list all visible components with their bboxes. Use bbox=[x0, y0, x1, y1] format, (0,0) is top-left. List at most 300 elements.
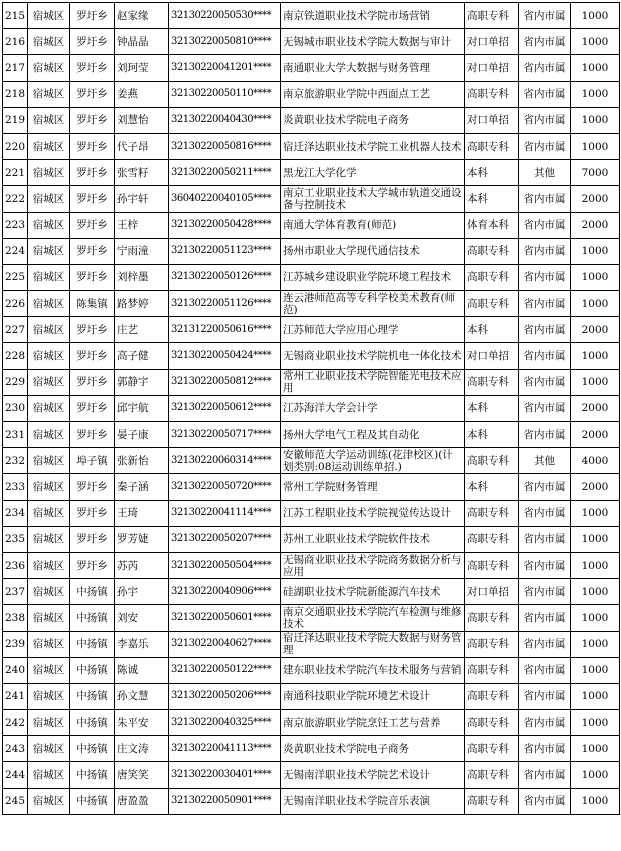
education-level-cell: 高职专科 bbox=[465, 736, 519, 762]
town-cell: 陈集镇 bbox=[70, 291, 115, 317]
town-cell: 罗圩乡 bbox=[70, 160, 115, 186]
amount-cell: 1000 bbox=[571, 500, 620, 526]
school-type-cell: 省内市属 bbox=[519, 736, 571, 762]
amount-cell: 1000 bbox=[571, 736, 620, 762]
town-cell: 罗圩乡 bbox=[70, 317, 115, 343]
education-level-cell: 对口单招 bbox=[465, 579, 519, 605]
school-type-cell: 省内市属 bbox=[519, 264, 571, 290]
school-major-cell: 常州工学院财务管理 bbox=[281, 474, 465, 500]
school-type-cell: 省内市属 bbox=[519, 657, 571, 683]
school-type-cell: 省内市属 bbox=[519, 683, 571, 709]
amount-cell: 1000 bbox=[571, 55, 620, 81]
id-number-cell: 32130220041113**** bbox=[169, 736, 281, 762]
amount-cell: 1000 bbox=[571, 264, 620, 290]
education-level-cell: 高职专科 bbox=[465, 133, 519, 159]
town-cell: 中扬镇 bbox=[70, 762, 115, 788]
district-cell: 宿城区 bbox=[28, 291, 70, 317]
school-type-cell: 省内市属 bbox=[519, 3, 571, 29]
id-number-cell: 32130220041201**** bbox=[169, 55, 281, 81]
town-cell: 中扬镇 bbox=[70, 788, 115, 814]
school-type-cell: 省内市属 bbox=[519, 369, 571, 395]
table-row bbox=[3, 160, 620, 186]
id-number-cell: 32130220050717**** bbox=[169, 422, 281, 448]
id-number-cell: 32130220050207**** bbox=[169, 526, 281, 552]
table-row bbox=[3, 55, 620, 81]
scholarship-table bbox=[2, 2, 620, 815]
table-row bbox=[3, 369, 620, 395]
id-number-cell: 32130220050901**** bbox=[169, 788, 281, 814]
student-name-cell: 孙宇轩 bbox=[115, 186, 169, 212]
id-number-cell: 32130220051126**** bbox=[169, 291, 281, 317]
amount-cell: 1000 bbox=[571, 579, 620, 605]
town-cell: 罗圩乡 bbox=[70, 3, 115, 29]
student-name-cell: 刘慧怡 bbox=[115, 107, 169, 133]
town-cell: 罗圩乡 bbox=[70, 81, 115, 107]
education-level-cell: 高职专科 bbox=[465, 264, 519, 290]
town-cell: 罗圩乡 bbox=[70, 55, 115, 81]
town-cell: 罗圩乡 bbox=[70, 552, 115, 578]
town-cell: 罗圩乡 bbox=[70, 29, 115, 55]
school-major-cell: 南京铁道职业技术学院市场营销 bbox=[281, 3, 465, 29]
student-name-cell: 晏子康 bbox=[115, 422, 169, 448]
row-number: 227 bbox=[3, 317, 28, 343]
district-cell: 宿城区 bbox=[28, 133, 70, 159]
amount-cell: 2000 bbox=[571, 317, 620, 343]
amount-cell: 2000 bbox=[571, 212, 620, 238]
row-number: 230 bbox=[3, 395, 28, 421]
school-type-cell: 省内市属 bbox=[519, 55, 571, 81]
id-number-cell: 32130220050612**** bbox=[169, 395, 281, 421]
id-number-cell: 32130220050812**** bbox=[169, 369, 281, 395]
school-type-cell: 省内市属 bbox=[519, 762, 571, 788]
education-level-cell: 高职专科 bbox=[465, 605, 519, 631]
row-number: 226 bbox=[3, 291, 28, 317]
row-number: 231 bbox=[3, 422, 28, 448]
amount-cell: 1000 bbox=[571, 29, 620, 55]
town-cell: 中扬镇 bbox=[70, 631, 115, 657]
student-name-cell: 陈诚 bbox=[115, 657, 169, 683]
school-major-cell: 苏州工业职业技术学院软件技术 bbox=[281, 526, 465, 552]
school-major-cell: 无锡商业职业技术学院商务数据分析与应用 bbox=[281, 552, 465, 578]
school-type-cell: 省内市属 bbox=[519, 710, 571, 736]
id-number-cell: 32130220040906**** bbox=[169, 579, 281, 605]
town-cell: 中扬镇 bbox=[70, 605, 115, 631]
school-type-cell: 省内市属 bbox=[519, 238, 571, 264]
id-number-cell: 32130220041114**** bbox=[169, 500, 281, 526]
school-type-cell: 省内市属 bbox=[519, 133, 571, 159]
id-number-cell: 32130220050126**** bbox=[169, 264, 281, 290]
table-row bbox=[3, 238, 620, 264]
amount-cell: 1000 bbox=[571, 81, 620, 107]
school-major-cell: 无锡南洋职业技术学院艺术设计 bbox=[281, 762, 465, 788]
district-cell: 宿城区 bbox=[28, 579, 70, 605]
town-cell: 罗圩乡 bbox=[70, 526, 115, 552]
table-row bbox=[3, 343, 620, 369]
school-major-cell: 扬州市职业大学现代通信技术 bbox=[281, 238, 465, 264]
school-major-cell: 炎黄职业技术学院电子商务 bbox=[281, 736, 465, 762]
town-cell: 罗圩乡 bbox=[70, 395, 115, 421]
table-row bbox=[3, 107, 620, 133]
school-major-cell: 建东职业技术学院汽车技术服务与营销 bbox=[281, 657, 465, 683]
district-cell: 宿城区 bbox=[28, 710, 70, 736]
amount-cell: 1000 bbox=[571, 788, 620, 814]
education-level-cell: 本科 bbox=[465, 474, 519, 500]
student-name-cell: 庄文涛 bbox=[115, 736, 169, 762]
id-number-cell: 32130220050122**** bbox=[169, 657, 281, 683]
education-level-cell: 高职专科 bbox=[465, 657, 519, 683]
id-number-cell: 32130220050206**** bbox=[169, 683, 281, 709]
district-cell: 宿城区 bbox=[28, 657, 70, 683]
row-number: 229 bbox=[3, 369, 28, 395]
amount-cell: 2000 bbox=[571, 474, 620, 500]
district-cell: 宿城区 bbox=[28, 395, 70, 421]
student-name-cell: 孙宇 bbox=[115, 579, 169, 605]
student-name-cell: 赵家缘 bbox=[115, 3, 169, 29]
education-level-cell: 高职专科 bbox=[465, 238, 519, 264]
student-name-cell: 秦子涵 bbox=[115, 474, 169, 500]
district-cell: 宿城区 bbox=[28, 762, 70, 788]
table-row bbox=[3, 186, 620, 212]
table-row bbox=[3, 500, 620, 526]
town-cell: 罗圩乡 bbox=[70, 500, 115, 526]
education-level-cell: 高职专科 bbox=[465, 81, 519, 107]
town-cell: 罗圩乡 bbox=[70, 369, 115, 395]
amount-cell: 1000 bbox=[571, 605, 620, 631]
school-major-cell: 黑龙江大学化学 bbox=[281, 160, 465, 186]
town-cell: 中扬镇 bbox=[70, 710, 115, 736]
school-major-cell: 无锡城市职业技术学院大数据与审计 bbox=[281, 29, 465, 55]
school-major-cell: 南京旅游职业学院烹饪工艺与营养 bbox=[281, 710, 465, 736]
table-row bbox=[3, 212, 620, 238]
amount-cell: 1000 bbox=[571, 710, 620, 736]
amount-cell: 2000 bbox=[571, 395, 620, 421]
row-number: 221 bbox=[3, 160, 28, 186]
table-row bbox=[3, 264, 620, 290]
table-row bbox=[3, 683, 620, 709]
row-number: 244 bbox=[3, 762, 28, 788]
row-number: 223 bbox=[3, 212, 28, 238]
id-number-cell: 32130220040430**** bbox=[169, 107, 281, 133]
school-type-cell: 省内市属 bbox=[519, 186, 571, 212]
school-type-cell: 省内市属 bbox=[519, 500, 571, 526]
district-cell: 宿城区 bbox=[28, 683, 70, 709]
district-cell: 宿城区 bbox=[28, 788, 70, 814]
education-level-cell: 高职专科 bbox=[465, 291, 519, 317]
education-level-cell: 高职专科 bbox=[465, 710, 519, 736]
school-major-cell: 宿迁泽达职业技术学院工业机器人技术 bbox=[281, 133, 465, 159]
town-cell: 罗圩乡 bbox=[70, 238, 115, 264]
row-number: 224 bbox=[3, 238, 28, 264]
education-level-cell: 对口单招 bbox=[465, 107, 519, 133]
school-type-cell: 省内市属 bbox=[519, 317, 571, 343]
student-name-cell: 宁雨潼 bbox=[115, 238, 169, 264]
table-row bbox=[3, 788, 620, 814]
table-row bbox=[3, 317, 620, 343]
student-name-cell: 孙文慧 bbox=[115, 683, 169, 709]
amount-cell: 1000 bbox=[571, 343, 620, 369]
id-number-cell: 32130220050720**** bbox=[169, 474, 281, 500]
id-number-cell: 32130220050110**** bbox=[169, 81, 281, 107]
id-number-cell: 32130220050424**** bbox=[169, 343, 281, 369]
table-row bbox=[3, 657, 620, 683]
education-level-cell: 高职专科 bbox=[465, 552, 519, 578]
district-cell: 宿城区 bbox=[28, 107, 70, 133]
school-major-cell: 南通科技职业学院环境艺术设计 bbox=[281, 683, 465, 709]
row-number: 236 bbox=[3, 552, 28, 578]
school-major-cell: 江苏城乡建设职业学院环境工程技术 bbox=[281, 264, 465, 290]
district-cell: 宿城区 bbox=[28, 474, 70, 500]
district-cell: 宿城区 bbox=[28, 343, 70, 369]
student-name-cell: 路梦婷 bbox=[115, 291, 169, 317]
education-level-cell: 高职专科 bbox=[465, 631, 519, 657]
education-level-cell: 体育本科 bbox=[465, 212, 519, 238]
school-type-cell: 省内市属 bbox=[519, 81, 571, 107]
education-level-cell: 高职专科 bbox=[465, 500, 519, 526]
amount-cell: 7000 bbox=[571, 160, 620, 186]
education-level-cell: 本科 bbox=[465, 317, 519, 343]
amount-cell: 1000 bbox=[571, 631, 620, 657]
district-cell: 宿城区 bbox=[28, 526, 70, 552]
school-major-cell: 无锡商业职业技术学院机电一体化技术 bbox=[281, 343, 465, 369]
table-row bbox=[3, 422, 620, 448]
student-name-cell: 张雪籽 bbox=[115, 160, 169, 186]
student-name-cell: 唐笑笑 bbox=[115, 762, 169, 788]
student-name-cell: 郭静宇 bbox=[115, 369, 169, 395]
id-number-cell: 32130220051123**** bbox=[169, 238, 281, 264]
district-cell: 宿城区 bbox=[28, 552, 70, 578]
row-number: 217 bbox=[3, 55, 28, 81]
table-row bbox=[3, 395, 620, 421]
school-type-cell: 省内市属 bbox=[519, 422, 571, 448]
row-number: 239 bbox=[3, 631, 28, 657]
amount-cell: 1000 bbox=[571, 657, 620, 683]
student-name-cell: 张新怡 bbox=[115, 448, 169, 474]
student-name-cell: 邱宇航 bbox=[115, 395, 169, 421]
student-name-cell: 唐盈盈 bbox=[115, 788, 169, 814]
education-level-cell: 本科 bbox=[465, 422, 519, 448]
district-cell: 宿城区 bbox=[28, 500, 70, 526]
school-major-cell: 江苏海洋大学会计学 bbox=[281, 395, 465, 421]
student-name-cell: 姜燕 bbox=[115, 81, 169, 107]
school-major-cell: 常州工业职业技术学院智能光电技术应用 bbox=[281, 369, 465, 395]
table-row bbox=[3, 29, 620, 55]
school-type-cell: 省内市属 bbox=[519, 343, 571, 369]
district-cell: 宿城区 bbox=[28, 605, 70, 631]
school-type-cell: 省内市属 bbox=[519, 29, 571, 55]
row-number: 235 bbox=[3, 526, 28, 552]
id-number-cell: 32130220050530**** bbox=[169, 3, 281, 29]
school-type-cell: 省内市属 bbox=[519, 212, 571, 238]
education-level-cell: 高职专科 bbox=[465, 448, 519, 474]
education-level-cell: 本科 bbox=[465, 160, 519, 186]
education-level-cell: 高职专科 bbox=[465, 788, 519, 814]
school-major-cell: 江苏工程职业技术学院视觉传达设计 bbox=[281, 500, 465, 526]
row-number: 218 bbox=[3, 81, 28, 107]
amount-cell: 1000 bbox=[571, 3, 620, 29]
table-row bbox=[3, 3, 620, 29]
row-number: 220 bbox=[3, 133, 28, 159]
town-cell: 罗圩乡 bbox=[70, 107, 115, 133]
education-level-cell: 本科 bbox=[465, 186, 519, 212]
row-number: 245 bbox=[3, 788, 28, 814]
town-cell: 罗圩乡 bbox=[70, 212, 115, 238]
school-major-cell: 南京工业职业技术大学城市轨道交通设备与控制技术 bbox=[281, 186, 465, 212]
amount-cell: 4000 bbox=[571, 448, 620, 474]
district-cell: 宿城区 bbox=[28, 186, 70, 212]
student-name-cell: 苏芮 bbox=[115, 552, 169, 578]
school-type-cell: 省内市属 bbox=[519, 579, 571, 605]
town-cell: 中扬镇 bbox=[70, 657, 115, 683]
school-major-cell: 南通职业大学大数据与财务管理 bbox=[281, 55, 465, 81]
town-cell: 中扬镇 bbox=[70, 736, 115, 762]
table-row bbox=[3, 605, 620, 631]
school-type-cell: 省内市属 bbox=[519, 788, 571, 814]
row-number: 241 bbox=[3, 683, 28, 709]
school-major-cell: 南京旅游职业学院中西面点工艺 bbox=[281, 81, 465, 107]
id-number-cell: 32131220050616**** bbox=[169, 317, 281, 343]
table-row bbox=[3, 736, 620, 762]
row-number: 216 bbox=[3, 29, 28, 55]
town-cell: 罗圩乡 bbox=[70, 186, 115, 212]
id-number-cell: 32130220050428**** bbox=[169, 212, 281, 238]
table-row bbox=[3, 552, 620, 578]
district-cell: 宿城区 bbox=[28, 29, 70, 55]
town-cell: 罗圩乡 bbox=[70, 343, 115, 369]
id-number-cell: 32130220030401**** bbox=[169, 762, 281, 788]
town-cell: 罗圩乡 bbox=[70, 133, 115, 159]
district-cell: 宿城区 bbox=[28, 422, 70, 448]
education-level-cell: 对口单招 bbox=[465, 343, 519, 369]
student-name-cell: 高子健 bbox=[115, 343, 169, 369]
school-type-cell: 省内市属 bbox=[519, 291, 571, 317]
amount-cell: 1000 bbox=[571, 133, 620, 159]
school-major-cell: 硅湖职业技术学院新能源汽车技术 bbox=[281, 579, 465, 605]
school-major-cell: 炎黄职业技术学院电子商务 bbox=[281, 107, 465, 133]
district-cell: 宿城区 bbox=[28, 369, 70, 395]
district-cell: 宿城区 bbox=[28, 55, 70, 81]
town-cell: 埠子镇 bbox=[70, 448, 115, 474]
row-number: 238 bbox=[3, 605, 28, 631]
row-number: 234 bbox=[3, 500, 28, 526]
school-major-cell: 南京交通职业技术学院汽车检测与维修技术 bbox=[281, 605, 465, 631]
amount-cell: 2000 bbox=[571, 422, 620, 448]
education-level-cell: 高职专科 bbox=[465, 369, 519, 395]
id-number-cell: 32130220050601**** bbox=[169, 605, 281, 631]
school-major-cell: 连云港师范高等专科学校美术教育(师范) bbox=[281, 291, 465, 317]
school-type-cell: 其他 bbox=[519, 160, 571, 186]
amount-cell: 1000 bbox=[571, 291, 620, 317]
table-row bbox=[3, 448, 620, 474]
table-row bbox=[3, 579, 620, 605]
school-major-cell: 南通大学体育教育(师范) bbox=[281, 212, 465, 238]
row-number: 219 bbox=[3, 107, 28, 133]
id-number-cell: 32130220050211**** bbox=[169, 160, 281, 186]
school-type-cell: 省内市属 bbox=[519, 107, 571, 133]
table-row bbox=[3, 526, 620, 552]
row-number: 228 bbox=[3, 343, 28, 369]
education-level-cell: 高职专科 bbox=[465, 3, 519, 29]
student-name-cell: 朱平安 bbox=[115, 710, 169, 736]
table-body bbox=[3, 3, 620, 815]
student-name-cell: 刘珂莹 bbox=[115, 55, 169, 81]
row-number: 240 bbox=[3, 657, 28, 683]
id-number-cell: 32130220050810**** bbox=[169, 29, 281, 55]
student-name-cell: 刘梓墨 bbox=[115, 264, 169, 290]
table-row bbox=[3, 631, 620, 657]
id-number-cell: 32130220050816**** bbox=[169, 133, 281, 159]
student-name-cell: 罗芳婕 bbox=[115, 526, 169, 552]
amount-cell: 1000 bbox=[571, 762, 620, 788]
town-cell: 罗圩乡 bbox=[70, 422, 115, 448]
district-cell: 宿城区 bbox=[28, 81, 70, 107]
row-number: 237 bbox=[3, 579, 28, 605]
town-cell: 中扬镇 bbox=[70, 683, 115, 709]
education-level-cell: 高职专科 bbox=[465, 683, 519, 709]
row-number: 243 bbox=[3, 736, 28, 762]
school-major-cell: 宿迁泽达职业技术学院大数据与财务管理 bbox=[281, 631, 465, 657]
student-name-cell: 王琦 bbox=[115, 500, 169, 526]
id-number-cell: 32130220060314**** bbox=[169, 448, 281, 474]
school-major-cell: 安徽师范大学运动训练(花津校区)(计划类别:08运动训练单招.) bbox=[281, 448, 465, 474]
town-cell: 罗圩乡 bbox=[70, 264, 115, 290]
district-cell: 宿城区 bbox=[28, 264, 70, 290]
student-name-cell: 刘安 bbox=[115, 605, 169, 631]
district-cell: 宿城区 bbox=[28, 448, 70, 474]
town-cell: 罗圩乡 bbox=[70, 474, 115, 500]
id-number-cell: 32130220050504**** bbox=[169, 552, 281, 578]
student-name-cell: 庄艺 bbox=[115, 317, 169, 343]
education-level-cell: 对口单招 bbox=[465, 29, 519, 55]
row-number: 222 bbox=[3, 186, 28, 212]
row-number: 242 bbox=[3, 710, 28, 736]
education-level-cell: 本科 bbox=[465, 395, 519, 421]
school-type-cell: 省内市属 bbox=[519, 605, 571, 631]
student-name-cell: 李嘉乐 bbox=[115, 631, 169, 657]
school-type-cell: 省内市属 bbox=[519, 631, 571, 657]
id-number-cell: 32130220040627**** bbox=[169, 631, 281, 657]
amount-cell: 1000 bbox=[571, 526, 620, 552]
row-number: 225 bbox=[3, 264, 28, 290]
school-type-cell: 省内市属 bbox=[519, 474, 571, 500]
table-row bbox=[3, 81, 620, 107]
school-major-cell: 江苏师范大学应用心理学 bbox=[281, 317, 465, 343]
district-cell: 宿城区 bbox=[28, 212, 70, 238]
student-name-cell: 代子昂 bbox=[115, 133, 169, 159]
amount-cell: 1000 bbox=[571, 369, 620, 395]
amount-cell: 1000 bbox=[571, 238, 620, 264]
table-row bbox=[3, 710, 620, 736]
row-number: 233 bbox=[3, 474, 28, 500]
student-name-cell: 钟晶晶 bbox=[115, 29, 169, 55]
id-number-cell: 36040220040105**** bbox=[169, 186, 281, 212]
school-type-cell: 省内市属 bbox=[519, 395, 571, 421]
district-cell: 宿城区 bbox=[28, 3, 70, 29]
student-name-cell: 王梓 bbox=[115, 212, 169, 238]
school-type-cell: 其他 bbox=[519, 448, 571, 474]
education-level-cell: 对口单招 bbox=[465, 55, 519, 81]
district-cell: 宿城区 bbox=[28, 631, 70, 657]
education-level-cell: 高职专科 bbox=[465, 526, 519, 552]
school-type-cell: 省内市属 bbox=[519, 552, 571, 578]
education-level-cell: 高职专科 bbox=[465, 762, 519, 788]
row-number: 232 bbox=[3, 448, 28, 474]
school-major-cell: 扬州大学电气工程及其自动化 bbox=[281, 422, 465, 448]
id-number-cell: 32130220040325**** bbox=[169, 710, 281, 736]
row-number: 215 bbox=[3, 3, 28, 29]
table-row bbox=[3, 762, 620, 788]
district-cell: 宿城区 bbox=[28, 238, 70, 264]
district-cell: 宿城区 bbox=[28, 317, 70, 343]
